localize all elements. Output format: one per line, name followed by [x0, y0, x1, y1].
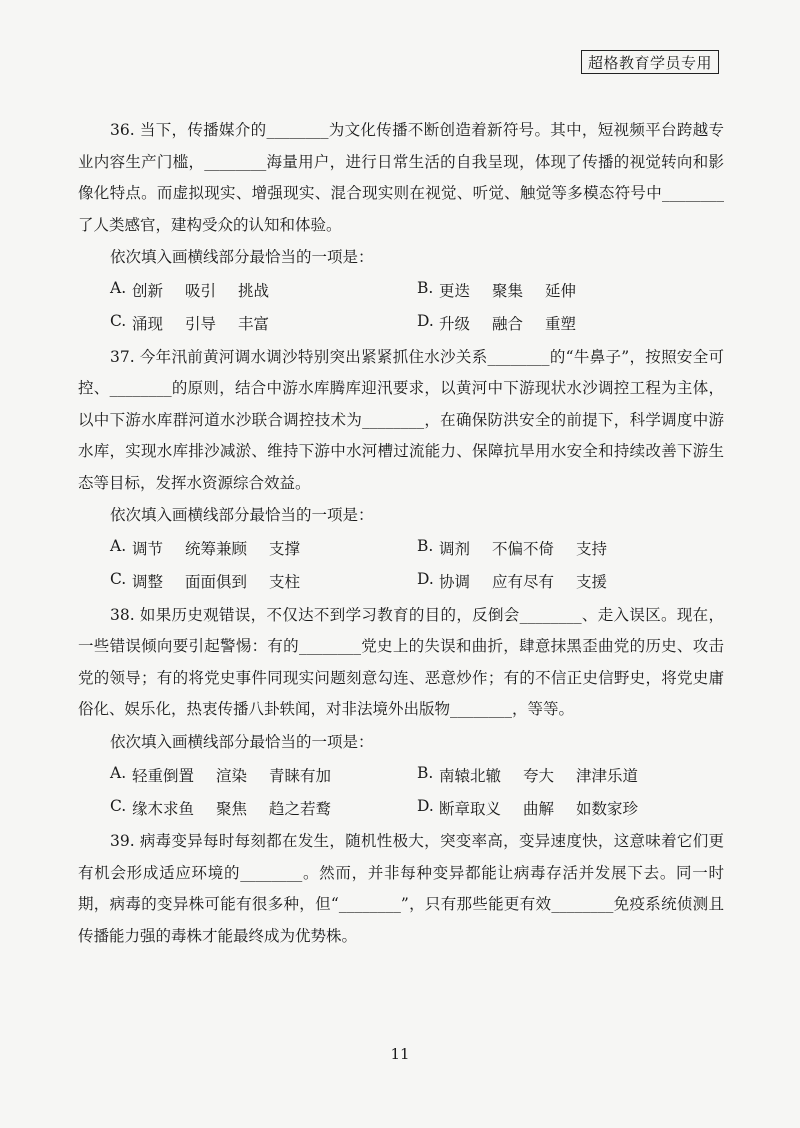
option-b[interactable]: B. 更迭 聚集 延伸 — [417, 279, 577, 300]
question-stem: 依次填入画横线部分最恰当的一项是： — [110, 248, 374, 266]
option-d[interactable]: D. 升级 融合 重塑 — [417, 312, 577, 333]
question-text: 39. 病毒变异每时每刻都在发生，随机性极大，突变率高，变异速度快，这意味着它们更有机会形成适应环境的________。然而，并非每种变异都能让病毒存活并发展下去。同一时期，病毒的变异株可能有很多种，但“________”，只有那些能更有效________免疫系统侦测且传播能力强的毒株才能最终成为优势株。 — [78, 832, 724, 945]
question-text: 36. 当下，传播媒介的________为文化传播不断创造着新符号。其中，短视频平台跨越专业内容生产门槛，________海量用户，进行日常生活的自我呈现，体现了传播的视觉转向和影像化特点。而虚拟现实、增强现实、混合现实则在视觉、听觉、触觉等多模态符号中________了人类感官，建构受众的认知和体验。 — [78, 121, 724, 234]
question-text: 37. 今年汛前黄河调水调沙特别突出紧紧抓住水沙关系________的“牛鼻子”，按照安全可控、________的原则，结合中游水库腾库迎汛要求，以黄河中下游现状水沙调控工程为主体，以中下游水库群河道水沙联合调控技术为________，在确保防洪安全的前提下，科学调度中游水库，实现水库排沙减淤、维持下游中水河槽过流能力、保障抗旱用水安全和持续改善下游生态等目标，发挥水资源综合效益。 — [78, 347, 724, 492]
page-number: 11 — [390, 1045, 410, 1063]
option-b[interactable]: B. 调剂 不偏不倚 支持 — [417, 537, 608, 558]
option-a[interactable]: A. 轻重倒置 渲染 青睐有加 — [110, 763, 332, 785]
option-a[interactable]: A. 调节 统筹兼顾 支撑 — [110, 537, 301, 558]
question-38 — [78, 600, 724, 825]
question-36 — [78, 115, 724, 340]
question-stem: 依次填入画横线部分最恰当的一项是： — [110, 506, 374, 524]
options — [110, 758, 724, 824]
question-stem: 依次填入画横线部分最恰当的一项是： — [110, 732, 374, 751]
usage-stamp: 超格教育学员专用 — [581, 50, 719, 74]
options — [110, 274, 724, 340]
option-d[interactable]: D. 断章取义 曲解 如数家珍 — [417, 796, 639, 818]
option-c[interactable]: C. 缘木求鱼 聚焦 趋之若鹜 — [110, 796, 332, 818]
option-b[interactable]: B. 南辕北辙 夸大 津津乐道 — [417, 763, 639, 785]
options — [110, 532, 724, 598]
question-39 — [78, 826, 724, 952]
option-a[interactable]: A. 创新 吸引 挑战 — [110, 279, 270, 300]
question-text: 38. 如果历史观错误，不仅达不到学习教育的目的，反倒会________、走入误区。现在，一些错误倾向要引起警惕：有的________党史上的失误和曲折，肆意抹黑歪曲党的历史、攻击党的领导；有的将党史事件同现实问题刻意勾连、恶意炒作；有的不信正史信野史，将党史庸俗化、娱乐化，热衷传播八卦轶闻，对非法境外出版物________，等等。 — [78, 605, 724, 718]
question-37 — [78, 342, 724, 598]
question-content — [78, 115, 724, 954]
option-c[interactable]: C. 调整 面面俱到 支柱 — [110, 570, 301, 591]
option-c[interactable]: C. 涌现 引导 丰富 — [110, 312, 270, 333]
option-d[interactable]: D. 协调 应有尽有 支援 — [417, 570, 608, 591]
